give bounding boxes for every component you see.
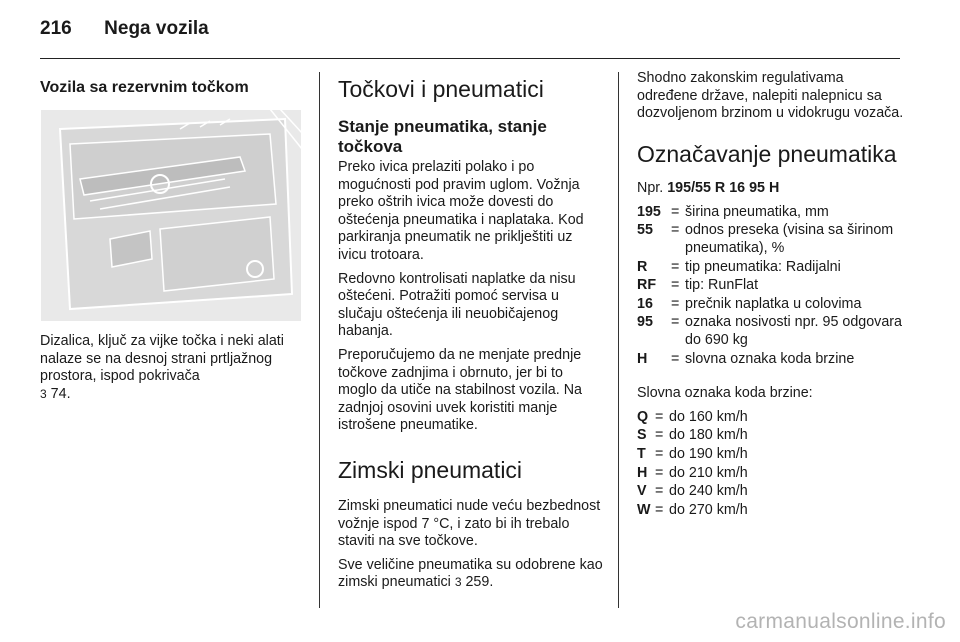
page-section-title: Točkovi i pneumatici (338, 76, 544, 102)
definition-key: 95 (637, 314, 653, 331)
speed-code-heading: Slovna oznaka koda brzine: (637, 385, 813, 402)
section-title-winter: Zimski pneumatici (338, 456, 523, 483)
speed-code-value: do 190 km/h (669, 445, 748, 462)
definition-equals: = (671, 350, 680, 367)
definition-value: oznaka nosivosti npr. 95 odgovara do 690 kg (685, 314, 902, 348)
column-3 (637, 70, 905, 536)
column-divider-2 (618, 72, 619, 608)
speed-code-value: do 270 km/h (669, 501, 748, 518)
definition-key: 195 (637, 203, 661, 220)
subsection-tire-condition: Stanje pneumatika, stanje točkova (338, 117, 547, 156)
trunk-jack-drawing (40, 109, 302, 321)
figure-caption: Dizalica, ključ za vijke točka i neki alati nalaze se na desnoj strani prtljažnog prostora, ispod pokrivača 3 74. (40, 333, 284, 402)
speed-code-equals: = (655, 483, 664, 500)
definition-equals: = (671, 314, 680, 331)
definition-value: tip: RunFlat (685, 277, 759, 294)
paragraph-winter-safety: Zimski pneumatici nude veću bezbednost vožnje ispod 7 °C, i zato bi ih trebalo staviti na sve točkove. (338, 497, 601, 550)
definition-key: 16 (637, 295, 653, 312)
definition-key: RF (637, 277, 657, 294)
speed-code-key: Q (637, 408, 649, 425)
definition-value: tip pneumatika: Radijalni (685, 258, 841, 275)
paragraph-winter-sizes: Sve veličine pneumatika su odobrene kao zimski pneumatici 3 259. (338, 556, 603, 591)
definition-equals: = (671, 222, 680, 239)
designation-example: Npr. 195/55 R 16 95 H (637, 179, 780, 196)
speed-code-key: H (637, 464, 648, 481)
column-2 (338, 70, 604, 598)
column-divider-1 (319, 72, 320, 608)
speed-code-key: S (637, 427, 647, 444)
speed-code-equals: = (655, 464, 664, 481)
page-header (40, 18, 209, 48)
speed-code-list (637, 409, 905, 521)
definition-key: 55 (637, 222, 653, 239)
paragraph-speed-sticker: Shodno zakonskim regulativama određene države, nalepiti nalepnicu sa dozvoljenom brzinom u vidokrugu vozača. (637, 70, 904, 122)
column-1 (40, 70, 304, 409)
page-ref-arrow-icon: 3 (40, 386, 47, 401)
watermark: carmanualsonline.info (735, 610, 946, 633)
chapter-title: Nega vozila (104, 18, 209, 39)
speed-code-key: W (637, 501, 651, 518)
section-title-tire-designation: Označavanje pneumatika (637, 140, 897, 167)
speed-code-equals: = (655, 408, 664, 425)
speed-code-value: do 180 km/h (669, 427, 748, 444)
page-ref-arrow-icon: 3 (454, 575, 462, 590)
definition-equals: = (671, 203, 680, 220)
definition-equals: = (671, 258, 680, 275)
trunk-illustration (40, 109, 302, 321)
definition-equals: = (671, 277, 680, 294)
speed-code-value: do 210 km/h (669, 464, 748, 481)
definition-value: slovna oznaka koda brzine (685, 350, 855, 367)
speed-code-equals: = (655, 501, 664, 518)
definition-value: odnos preseka (visina sa širinom pneumatika), % (685, 222, 894, 256)
definition-value: širina pneumatika, mm (685, 203, 829, 220)
paragraph-rims: Redovno kontrolisati naplatke da nisu oštećeni. Potražiti pomoć servisa u slučaju oštećenja ili neuobičajenog habanja. (338, 270, 576, 340)
section-heading-spare-wheel: Vozila sa rezervnim točkom (40, 79, 249, 96)
definition-value: prečnik naplatka u colovima (685, 295, 862, 312)
designation-definitions (637, 204, 905, 369)
definition-key: R (637, 258, 648, 275)
definition-equals: = (671, 295, 680, 312)
page-number: 216 (40, 18, 72, 39)
speed-code-equals: = (655, 427, 664, 444)
paragraph-swap: Preporučujemo da ne menjate prednje točkove zadnjima i obrnuto, jer bi to moglo da utiče na stabilnost vozila. Na zadnjoj osovini uvek koristiti manje istrošene pneumatike. (338, 346, 582, 434)
speed-code-key: T (637, 445, 646, 462)
speed-code-key: V (637, 483, 647, 500)
speed-code-value: do 240 km/h (669, 483, 748, 500)
paragraph-edges: Preko ivica prelaziti polako i po mogućnosti pod pravim uglom. Vožnja preko oštrih ivica može dovesti do oštećenja pneumatika i naplataka. Kod parkiranja pneumatik ne priklještiti uz ivicu trotoara. (338, 159, 584, 263)
header-rule (40, 58, 900, 59)
speed-code-equals: = (655, 445, 664, 462)
speed-code-value: do 160 km/h (669, 408, 748, 425)
definition-key: H (637, 350, 648, 367)
